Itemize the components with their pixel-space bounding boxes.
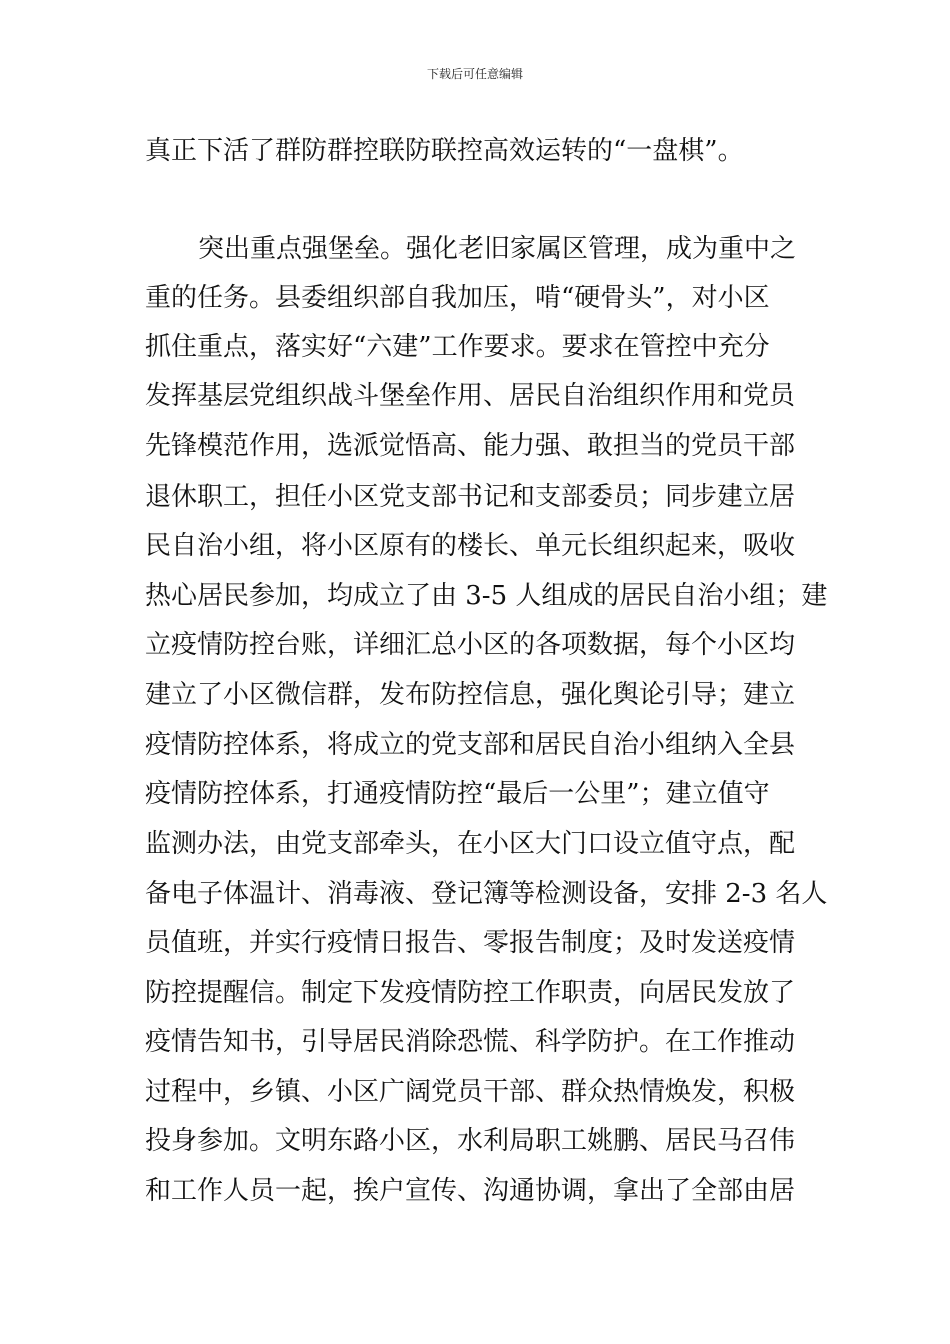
body-line: 热心居民参加，均成立了由 3-5 人组成的居民自治小组；建: [145, 581, 828, 611]
paragraph-first-line: 突出重点强堡垒。强化老旧家属区管理，成为重中之: [198, 234, 797, 264]
body-line: 退休职工，担任小区党支部书记和支部委员；同步建立居: [145, 482, 796, 512]
body-line: 重的任务。县委组织部自我加压，啃“硬骨头”，对小区: [145, 283, 770, 313]
body-line: 真正下活了群防群控联防联控高效运转的“一盘棋”。: [145, 136, 744, 166]
body-line: 员值班，并实行疫情日报告、零报告制度；及时发送疫情: [145, 928, 796, 958]
body-line: 投身参加。文明东路小区，水利局职工姚鹏、居民马召伟: [145, 1126, 796, 1156]
body-line: 抓住重点，落实好“六建”工作要求。要求在管控中充分: [145, 332, 770, 362]
page-header: 下载后可任意编辑: [426, 67, 523, 81]
body-line: 发挥基层党组织战斗堡垒作用、居民自治组织作用和党员: [145, 381, 796, 411]
body-line: 先锋模范作用，选派觉悟高、能力强、敢担当的党员干部: [145, 431, 796, 461]
body-line: 立疫情防控台账，详细汇总小区的各项数据，每个小区均: [145, 630, 796, 660]
body-line: 防控提醒信。制定下发疫情防控工作职责，向居民发放了: [145, 978, 796, 1008]
body-line: 建立了小区微信群，发布防控信息，强化舆论引导；建立: [145, 680, 796, 710]
body-line: 民自治小组，将小区原有的楼长、单元长组织起来，吸收: [145, 531, 796, 561]
body-line: 和工作人员一起，挨户宣传、沟通协调，拿出了全部由居: [145, 1176, 796, 1206]
body-line: 备电子体温计、消毒液、登记簿等检测设备，安排 2-3 名人: [145, 879, 828, 909]
body-line: 监测办法，由党支部牵头，在小区大门口设立值守点，配: [145, 829, 796, 859]
body-line: 疫情防控体系，打通疫情防控“最后一公里”；建立值守: [145, 779, 770, 809]
body-line: 疫情防控体系，将成立的党支部和居民自治小组纳入全县: [145, 730, 796, 760]
body-line: 疫情告知书，引导居民消除恐慌、科学防护。在工作推动: [145, 1027, 796, 1057]
body-line: 过程中，乡镇、小区广阔党员干部、群众热情焕发，积极: [145, 1077, 796, 1107]
